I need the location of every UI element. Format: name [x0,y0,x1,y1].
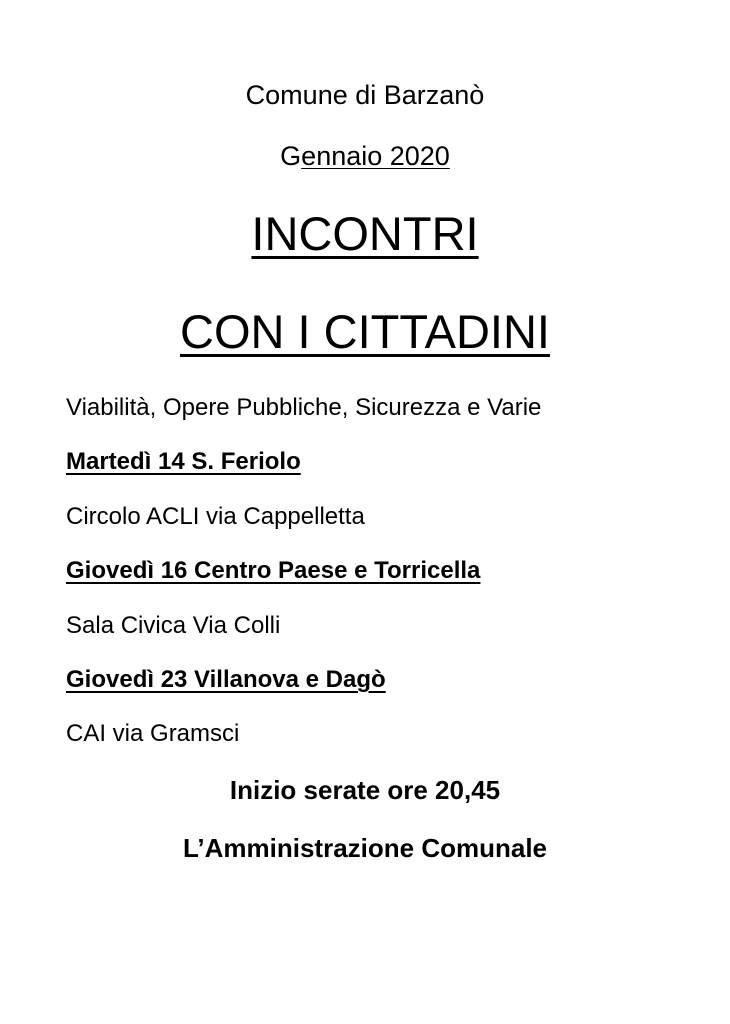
title-line-2 [0,305,730,358]
topics-text: Viabilità, Opere Pubbliche, Sicurezza e Varie [66,394,542,421]
meeting-day-3: Giovedì 23 Villanova e Dagò [66,666,386,693]
meeting-place-3: CAI via Gramsci [66,720,240,747]
signature: L’Amministrazione Comunale [182,833,548,863]
date-rest: ennaio 2020 [301,141,450,171]
date-first-letter: G [280,141,302,171]
title-line-1 [0,207,730,260]
municipality-name: Comune di Barzanò [245,80,485,110]
date-line [0,143,730,170]
meeting-day-2: Giovedì 16 Centro Paese e Torricella [66,557,481,584]
meeting-day-1: Martedì 14 S. Feriolo [66,448,301,475]
meeting-place-2: Sala Civica Via Colli [66,612,281,639]
title-line-1-text: INCONTRI [251,207,479,260]
meeting-place-1: Circolo ACLI via Cappelletta [66,503,365,530]
start-time: Inizio serate ore 20,45 [229,775,501,805]
title-line-2-text: CON I CITTADINI [180,305,550,358]
